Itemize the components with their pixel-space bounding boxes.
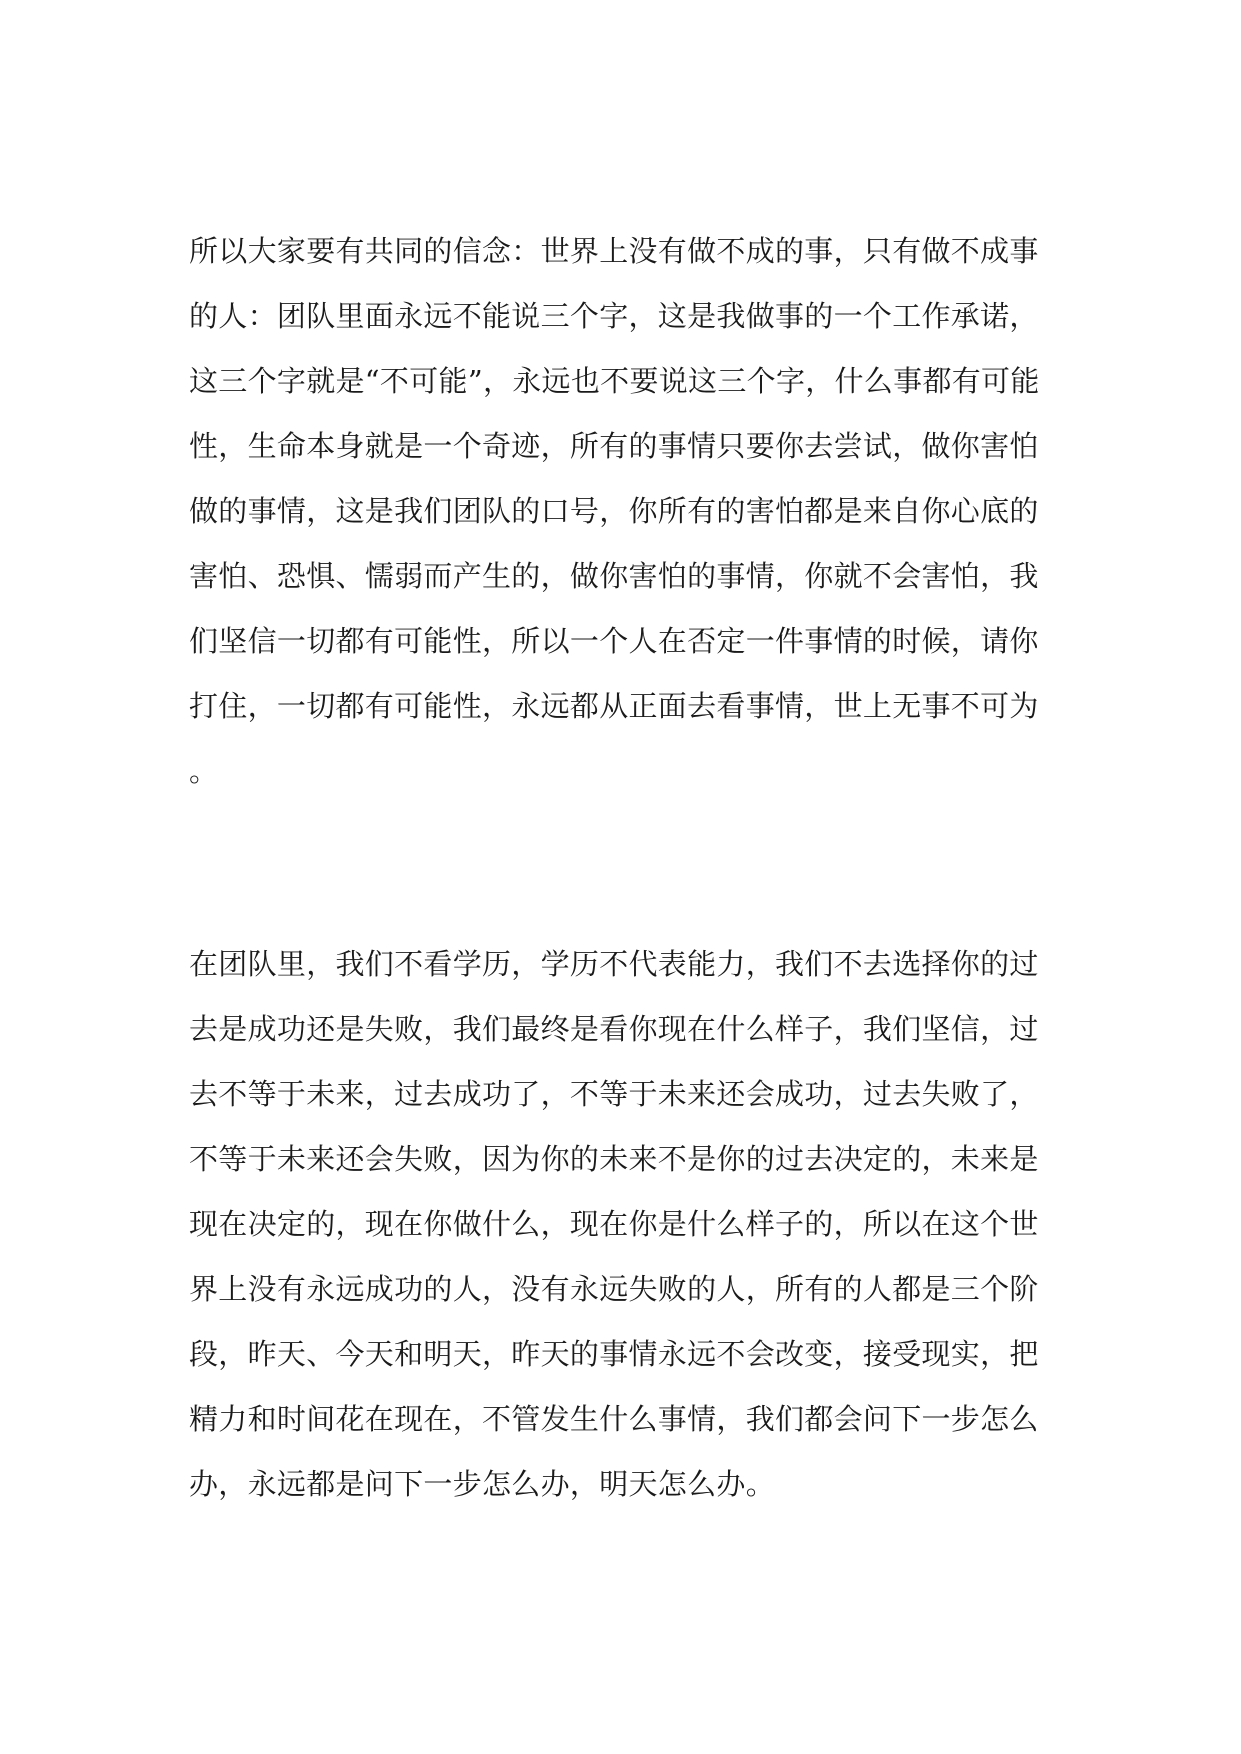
paragraph-line: 害怕、恐惧、懦弱而产生的，做你害怕的事情，你就不会害怕，我 (189, 559, 1039, 593)
paragraph-line: 去不等于未来，过去成功了，不等于未来还会成功，过去失败了， (189, 1077, 1039, 1111)
paragraph-line: 界上没有永远成功的人，没有永远失败的人，所有的人都是三个阶 (189, 1272, 1039, 1306)
paragraph-line: 办，永远都是问下一步怎么办，明天怎么办。 (189, 1467, 776, 1501)
paragraph-line: 。 (189, 754, 219, 788)
paragraph-line: 在团队里，我们不看学历，学历不代表能力，我们不去选择你的过 (189, 947, 1039, 981)
paragraph-line: 打住，一切都有可能性，永远都从正面去看事情，世上无事不可为 (189, 689, 1039, 723)
paragraph-1 (189, 226, 1049, 811)
paragraph-line: 不等于未来还会失败，因为你的未来不是你的过去决定的，未来是 (189, 1142, 1039, 1176)
paragraph-line: 们坚信一切都有可能性，所以一个人在否定一件事情的时候，请你 (189, 624, 1039, 658)
paragraph-line: 这三个字就是“不可能”，永远也不要说这三个字，什么事都有可能 (189, 364, 1040, 398)
paragraph-line: 性，生命本身就是一个奇迹，所有的事情只要你去尝试，做你害怕 (189, 429, 1039, 463)
paragraph-line: 精力和时间花在现在，不管发生什么事情，我们都会问下一步怎么 (189, 1402, 1039, 1436)
paragraph-line: 去是成功还是失败，我们最终是看你现在什么样子，我们坚信，过 (189, 1012, 1039, 1046)
paragraph-line: 所以大家要有共同的信念：世界上没有做不成的事，只有做不成事 (189, 234, 1039, 268)
paragraph-line: 段，昨天、今天和明天，昨天的事情永远不会改变，接受现实，把 (189, 1337, 1039, 1371)
paragraph-line: 做的事情，这是我们团队的口号，你所有的害怕都是来自你心底的 (189, 494, 1039, 528)
paragraph-2 (189, 939, 1049, 1524)
paragraph-line: 的人：团队里面永远不能说三个字，这是我做事的一个工作承诺， (189, 299, 1039, 333)
paragraph-line: 现在决定的，现在你做什么，现在你是什么样子的，所以在这个世 (189, 1207, 1039, 1241)
